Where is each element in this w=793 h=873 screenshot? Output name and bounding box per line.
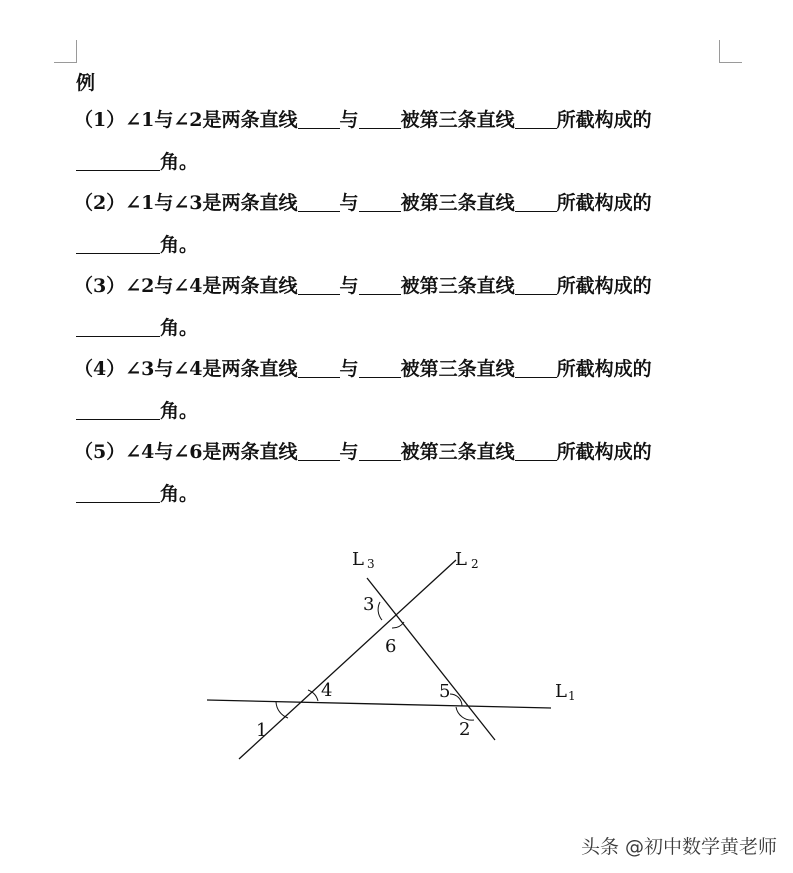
line-l2 xyxy=(239,560,456,759)
and-word: 与 xyxy=(339,441,359,463)
watermark: 头条 @初中数学黄老师 xyxy=(580,836,777,858)
angle-suffix: 角。 xyxy=(160,399,199,422)
formed-phrase: 所截构成的 xyxy=(556,192,652,214)
angle-a: ∠1 xyxy=(125,192,155,214)
lines-phrase: 是两条直线 xyxy=(202,109,298,131)
angle-4-label: 4 xyxy=(321,680,333,701)
formed-phrase: 所截构成的 xyxy=(556,441,652,463)
and-word: 与 xyxy=(154,358,174,380)
angle-suffix: 角。 xyxy=(160,482,199,505)
line-l3-label: L 3 xyxy=(352,549,375,571)
angle-b: ∠4 xyxy=(173,358,203,380)
transversal-phrase: 被第三条直线 xyxy=(400,109,515,131)
angle-6-label: 6 xyxy=(385,636,397,657)
line-l2-label: L 2 xyxy=(455,549,479,571)
angle-3-label: 3 xyxy=(363,594,375,615)
angle-suffix: 角。 xyxy=(160,150,199,173)
transversal-phrase: 被第三条直线 xyxy=(400,441,515,463)
angle-b: ∠2 xyxy=(173,109,203,131)
lines-phrase: 是两条直线 xyxy=(202,358,298,380)
angle-b: ∠4 xyxy=(173,275,203,297)
and-word: 与 xyxy=(154,192,174,214)
and-word: 与 xyxy=(154,275,174,297)
angle-a: ∠3 xyxy=(125,358,155,380)
line-l3 xyxy=(367,578,495,740)
lines-phrase: 是两条直线 xyxy=(202,192,298,214)
question-number: （2） xyxy=(74,192,126,214)
formed-phrase: 所截构成的 xyxy=(556,109,652,131)
formed-phrase: 所截构成的 xyxy=(556,275,652,297)
angle-a: ∠4 xyxy=(125,441,155,463)
angle-3-arc xyxy=(378,602,382,620)
and-word: 与 xyxy=(339,109,359,131)
transversal-phrase: 被第三条直线 xyxy=(400,275,515,297)
angle-b: ∠6 xyxy=(173,441,203,463)
angle-b: ∠3 xyxy=(173,192,203,214)
line-l1 xyxy=(207,700,551,708)
angle-2-label: 2 xyxy=(459,719,471,740)
formed-phrase: 所截构成的 xyxy=(556,358,652,380)
and-word: 与 xyxy=(339,358,359,380)
example-heading: 例 xyxy=(76,72,96,94)
angle-a: ∠1 xyxy=(125,109,155,131)
and-word: 与 xyxy=(339,192,359,214)
angle-suffix: 角。 xyxy=(160,233,199,256)
line-l1-label: L1 xyxy=(555,681,576,703)
question-number: （3） xyxy=(74,275,126,297)
lines-phrase: 是两条直线 xyxy=(202,441,298,463)
question-number: （1） xyxy=(74,109,126,131)
angle-5-label: 5 xyxy=(439,681,451,702)
angle-suffix: 角。 xyxy=(160,316,199,339)
angle-a: ∠2 xyxy=(125,275,155,297)
and-word: 与 xyxy=(154,441,174,463)
question-number: （5） xyxy=(74,441,126,463)
angle-1-label: 1 xyxy=(256,720,268,741)
transversal-phrase: 被第三条直线 xyxy=(400,358,515,380)
and-word: 与 xyxy=(339,275,359,297)
lines-phrase: 是两条直线 xyxy=(202,275,298,297)
question-number: （4） xyxy=(74,358,126,380)
transversal-phrase: 被第三条直线 xyxy=(400,192,515,214)
and-word: 与 xyxy=(154,109,174,131)
